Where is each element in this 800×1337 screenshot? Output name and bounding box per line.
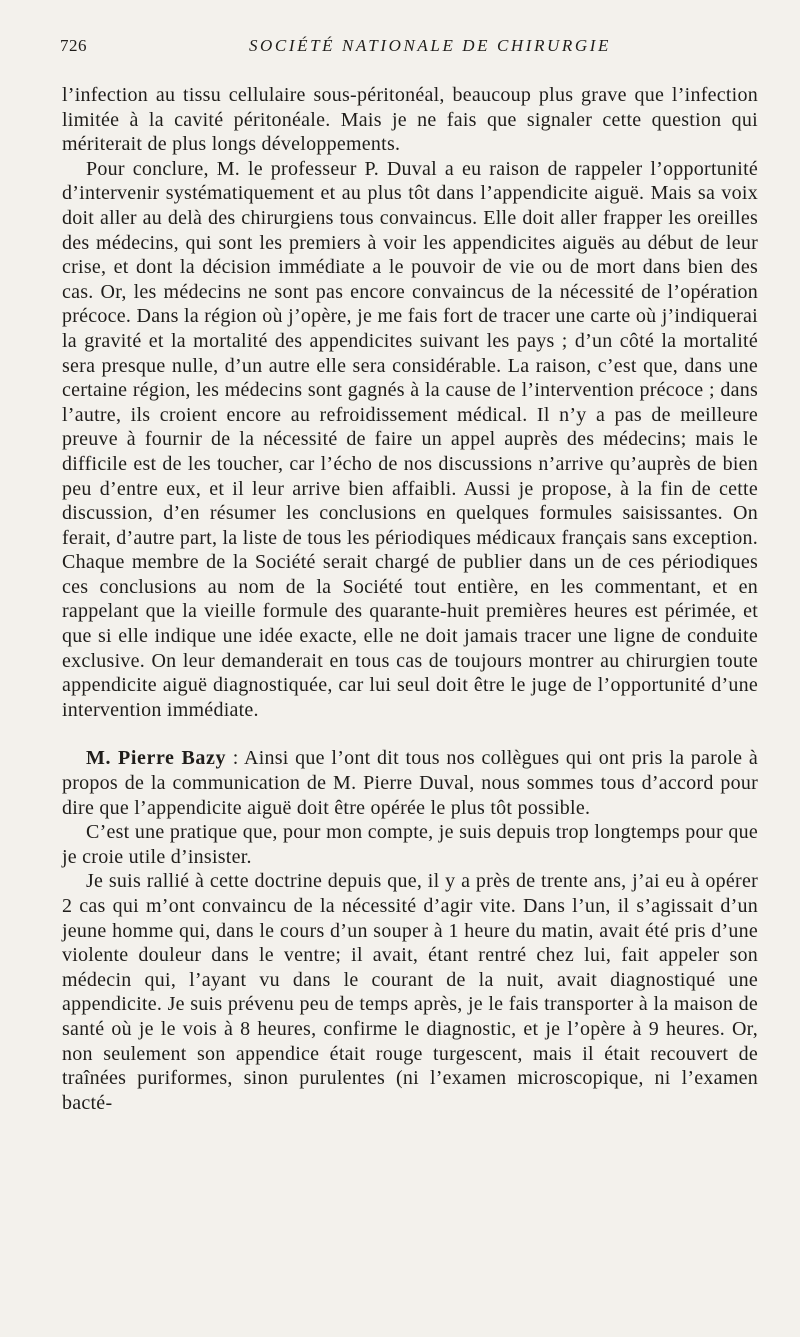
body-text [62, 83, 758, 1115]
paragraph-1: l’infection au tissu cellulaire sous-péritonéal, beaucoup plus grave que l’infection limitée à la cavité péritonéale. Mais je ne fais que signaler cette question qui mériterait de plus longs développements. [62, 84, 758, 156]
paragraph-2: Pour conclure, M. le professeur P. Duval a eu raison de rappeler l’opportunité d’intervenir systématiquement et au plus tôt dans l’appendicite aiguë. Mais sa voix doit aller au delà des chirurgiens tous convaincus. Elle doit aller frapper les oreilles des médecins, qui sont les premiers à voir les appendicites aiguës au début de leur crise, et dont la décision immédiate a le pouvoir de vie ou de mort dans bien des cas. Or, les médecins ne sont pas encore convaincus de la nécessité de l’opération précoce. Dans la région où j’opère, je me fais fort de tracer une carte où j’indiquerai la gravité et la mortalité des appendicites suivant les pays ; d’un côté la mortalité sera presque nulle, d’un autre elle sera considérable. La raison, c’est que, dans une certaine région, les médecins sont gagnés à la cause de l’intervention précoce ; dans l’autre, ils croient encore au refroidissement médical. Il n’y a pas de meilleure preuve à fournir de la nécessité de faire un appel auprès des médecins; mais le difficile est de les toucher, car l’écho de nos discussions n’arrive qu’auprès de bien peu d’entre eux, et il leur arrive bien affaibli. Aussi je propose, à la fin de cette discussion, d’en résumer les conclusions en quelques formules saisissantes. On ferait, d’autre part, la liste de tous les périodiques médicaux français sans exception. Chaque membre de la Société serait chargé de publier dans un de ces périodiques ces conclusions au nom de la Société tout entière, en les commentant, et en rappelant que la vieille formule des quarante-huit premières heures est périmée, et que si elle indique une idée exacte, elle ne doit jamais tracer une ligne de conduite exclusive. On leur demanderait en tous cas de toujours montrer au chirurgien toute appendicite aiguë diagnostiquée, car lui seul doit être le juge de l’opportunité d’une intervention immédiate. [62, 157, 758, 721]
journal-title: SOCIÉTÉ NATIONALE DE CHIRURGIE [248, 36, 612, 55]
running-head [60, 36, 760, 64]
paragraph-3 [62, 746, 758, 820]
page-number: 726 [60, 36, 87, 55]
speaker-name: M. Pierre Bazy [86, 747, 227, 770]
paragraph-3-text: : Ainsi que l’ont dit tous nos collègues qui ont pris la parole à propos de la communication de M. Pierre Duval, nous sommes tous d’accord pour dire que l’appendicite aiguë doit être opérée le plus tôt possible. [62, 747, 758, 819]
paragraph-5: Je suis rallié à cette doctrine depuis que, il y a près de trente ans, j’ai eu à opérer 2 cas qui m’ont convaincu de la nécessité d’agir vite. Dans l’un, il s’agissait d’un jeune homme qui, dans le cours d’un souper à 1 heure du matin, avait été pris d’une violente douleur dans le ventre; il avait, étant rentré chez lui, fait appeler son médecin qui, l’ayant vu dans le courant de la nuit, avait diagnostiqué une appendicite. Je suis prévenu peu de temps après, je le fais transporter à la maison de santé où je le vois à 8 heures, confirme le diagnostic, et je l’opère à 9 heures. Or, non seulement son appendice était rouge turgescent, mais il était recouvert de traînées puriformes, sinon purulentes (ni l’examen microscopique, ni l’examen bacté- [62, 870, 758, 1114]
paragraph-4: C’est une pratique que, pour mon compte, je suis depuis trop longtemps pour que je croie utile d’insister. [62, 821, 758, 868]
